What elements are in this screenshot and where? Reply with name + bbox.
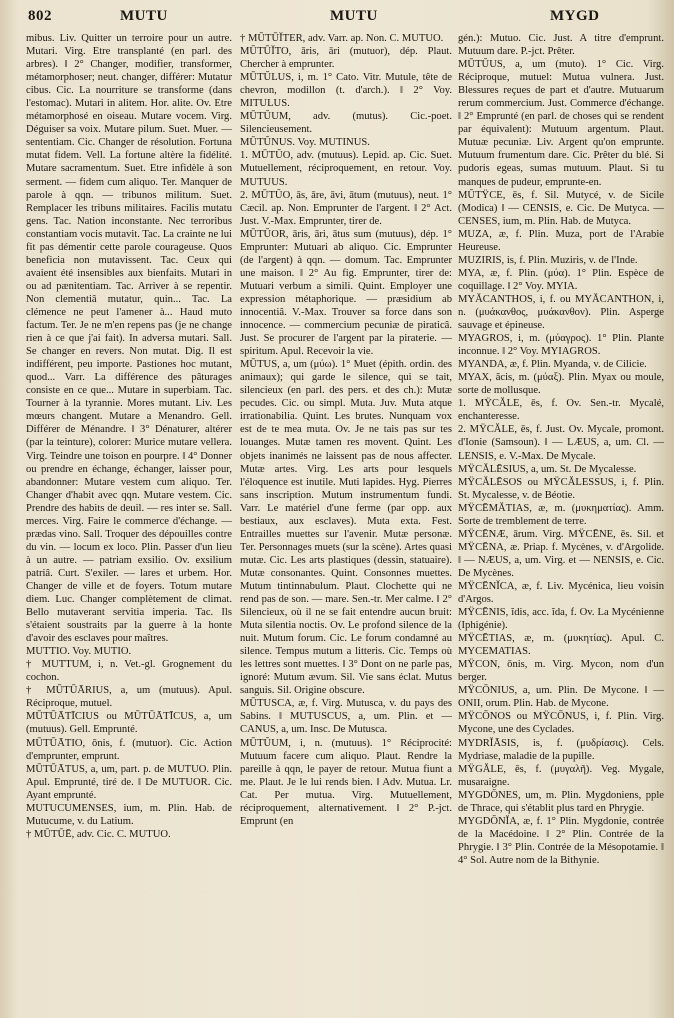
dictionary-entry: MUZA, æ, f. Plin. Muza, port de l'Arabie Heureuse. [458,228,664,253]
dictionary-entry: MYĂCANTHOS, i, f. ou MYĂCANTHON, i, n. (μυάκανθος, μυάκανθον). Plin. Asperge sauvage et épineuse. [458,293,664,332]
dictionary-entry: MUTTIO. Voy. MUTIO. [26,646,132,658]
dictionary-entry: MŪTŬUM, i, n. (mutuus). 1° Réciprocité: Mutuum facere cum aliquo. Plaut. Rendre la pareille à qqn, le payer de retour. Mutua fiunt a me. Plaut. Je le lui rends bien. ‖ Adv. Mutua. Lr. Cat. Per mutua. Virg. Mutuellement, réciproquement, alternativement. ‖ 2° P.-jct. Emprunt (en [240,737,452,827]
dictionary-entry: MŬTŸCE, ēs, f. Sil. Mutycé, v. de Sicile (Modica) ‖ — CENSIS, e. Cic. De Mutyca. — CENSES, ium, m. Plin. Hab. de Mutyca. [458,189,664,227]
dictionary-entry: MŪTŬLUS, i, m. 1° Cato. Vitr. Mutule, tête de chevron, modillon (t. d'arch.). ‖ 2° Voy. MITULUS. [240,72,452,110]
dictionary-entry: MYAGROS, i, m. (μύαγρος). 1° Plin. Plante inconnue. ‖ 2° Voy. MYIAGROS. [458,333,664,358]
dictionary-entry: MŪTŬUS, a, um (muto). 1° Cic. Virg. Réciproque, mutuel: Mutua vulnera. Just. Blessures reçues de part et d'autre. Mutuarum rerum commercium. Just. Commerce d'échange. ‖ 2° Emprunté (en parl. de choses qui se rendent par équivalent): Mutuum argentum. Plaut. Mutuæ pecuniæ. Liv. Argent qu'on emprunte. Mutuum frumentum dare. Cic. Prêter du blé. Si pudoris egeas, sumas mutuum. Plaut. Si tu manques de pudeur, emprunte-en. [458,59,664,188]
dictionary-entry: MŪTŪĀTUS, a, um, part. p. de MUTUO. Plin. Apul. Emprunté, tiré de. ‖ De MUTUOR. Cic. Ayant emprunté. [26,763,232,801]
page-header [28,8,664,28]
dictionary-entry: MŪTUS, a, um (μύω). 1° Muet (épith. ordin. des animaux); qui garde le silence, qui se tait, silencieux (en parl. des pers. et des ch.): Mutæ pecudes. Cic. ou simpl. Muta. Juv. Muta atque irrationabilia. Quint. Les brutes. Nunquam vox est de te mea muta. Ov. Je ne tais pas sur tes louanges. Mutæ tamen res movent. Quint. Les objets inanimés ne laissent pas de nous affecter. Mutæ artes. Virg. Les arts pour lesquels l'éloquence est inutile. Muti lapides. Hyg. Pierres sans inscription. Mutum instrumentum fundi. Varr. Le matériel d'une ferme (par opp. aux bestiaux, aux esclaves). Muta exta. Fest. Entrailles muettes sur l'avenir. Mutæ personæ. Ter. Personnages muets (sur la scène). Artes quasi mutæ. Cic. Les arts plastiques (dessin, statuaire). Mutæ consonantes. Quint. Consonnes muettes. Mutum tintinnabulum. Plaut. Clochette qui ne rend pas de son. — mare. Sen.-tr. Mer calme. ‖ 2° Silencieux, où il ne se fait entendre aucun bruit: Muta silentia noctis. Ov. Le profond silence de la nuit. Mutum forum. Cic. Le forum condamné au silence. Tempus mutum a litteris. Cic. Temps où les lettres sont muettes. ‖ 3° Dont on ne parle pas, ignoré: Mutum ævum. Sil. Vie sans éclat. Mutus sanguis. Sil. Origine obscure. [240,359,452,697]
dictionary-entry: 1. MŸCĂLE, ēs, f. Ov. Sen.-tr. Mycalé, enchanteresse. [458,398,664,423]
guide-word-left: MUTU [120,8,168,24]
guide-word-center: MUTU [330,8,378,24]
dictionary-entry: MŪTŬOR, āris, āri, ātus sum (mutuus), dép. 1° Emprunter: Mutuari ab aliquo. Cic. Emprunter (de l'argent) à qqn. — domum. Tac. Emprunter une maison. ‖ 2° Au fig. Emprunter, tirer de: Mutuari verbum a simili. Quint. Employer une expression métaphorique. — præsidium ab innocentiâ. V.-Max. Trouver sa force dans son innocence. — commercium pecuniæ de piraticâ. Just. Se procurer de l'argent par la piraterie. — spiritum. Apul. Recevoir la vie. [240,228,452,358]
dictionary-entry: 1. MŪTŬO, adv. (mutuus). Lepid. ap. Cic. Suet. Mutuellement, réciproquement, en retour. Voy. MUTUUS. [240,150,452,188]
column-right [458,32,664,1010]
dictionary-entry: gén.): Mutuo. Cic. Just. A titre d'emprunt. Mutuum dare. P.-jct. Prêter. [458,33,664,58]
dictionary-entry: MŸGĂLE, ēs, f. (μυγαλῆ). Veg. Mygale, musaraigne. [458,763,664,788]
dictionary-entry: MŪTUSCA, æ, f. Virg. Mutusca, v. du pays des Sabins. ‖ MUTUSCUS, a, um. Plin. et — CANUS, a, um. Insc. De Mutusca. [240,698,452,736]
dictionary-entry: MŸCĂLĒSIUS, a, um. St. De Mycalesse. [458,463,637,475]
column-left [26,32,232,1010]
dictionary-entry: MŪTŪĬTO, āris, āri (mutuor), dép. Plaut. Chercher à emprunter. [240,46,452,71]
dictionary-entry: † MUTTUM, i, n. Vet.-gl. Grognement du cochon. [26,659,232,684]
dictionary-entry: MŪTŬNUS. Voy. MUTINUS. [240,137,370,149]
dictionary-entry: MŪTŪĀTIO, ōnis, f. (mutuor). Cic. Action d'emprunter, emprunt. [26,737,232,762]
dictionary-entry: MŸCON, ōnis, m. Virg. Mycon, nom d'un berger. [458,659,664,684]
dictionary-entry: 2. MŸCĂLE, ēs, f. Just. Ov. Mycale, promont. d'Ionie (Samsoun). ‖ — LÆUS, a, um. Cl. — LENSIS, e. V.-Max. De Mycale. [458,424,664,462]
dictionary-entry: MYGDŎNES, um, m. Plin. Mygdoniens, pple de Thrace, qui s'établit plus tard en Phrygie. [458,789,664,814]
dictionary-entry: MŸCŌNOS ou MŸCŌNUS, i, f. Plin. Virg. Mycone, une des Cyclades. [458,711,664,736]
column-middle [240,32,452,1010]
dictionary-entry: 2. MŪTŬO, ās, āre, āvi, ātum (mutuus), neut. 1° Cæcil. ap. Non. Emprunter de l'argent. ‖ 2° Act. Just. V.-Max. Emprunter, tirer de. [240,189,452,227]
dictionary-entry: MŸCĒNÆ, ārum. Virg. MŸCĒNE, ēs. Sil. et MŸCĒNA, æ. Priap. f. Mycènes, v. d'Argolide. ‖ — NÆUS, a, um. Virg. et — NENSIS, e. Cic. De Mycènes. [458,528,664,579]
dictionary-entry: MYGDŎNĬA, æ, f. 1° Plin. Mygdonie, contrée de la Macédoine. ‖ 2° Plin. Contrée de la Phrygie. ‖ 3° Plin. Contrée de la Mésopotamie. ‖ 4° Sol. Autre nom de la Bithynie. [458,815,664,866]
guide-word-right: MYGD [550,8,600,24]
dictionary-entry: † MŪTŪĀRIUS, a, um (mutuus). Apul. Réciproque, mutuel. [26,685,232,710]
dictionary-entry: MŸCĒNIS, ĭdis, acc. ĭda, f. Ov. La Mycénienne (Iphigénie). [458,607,664,632]
dictionary-entry: † MŪTŪĒ, adv. Cic. C. MUTUO. [26,828,171,840]
dictionary-entry: MUZIRIS, is, f. Plin. Muziris, v. de l'Inde. [458,254,638,266]
dictionary-entry: MYDRĬĀSIS, is, f. (μυδρίασις). Cels. Mydriase, maladie de la pupille. [458,737,664,762]
dictionary-entry: MYAX, ăcis, m. (μύαξ). Plin. Myax ou moule, sorte de mollusque. [458,372,664,397]
dictionary-entry: mibus. Liv. Quitter un terroire pour un autre. Mutari. Virg. Etre transplanté (en parl. des arbres). ‖ 2° Changer, modifier, transformer, métamorphoser; neut. changer, différer: Mutatur cibus. Cic. La nourriture se transforme (dans l'estomac). Mutari in alitem. Hor. alite. Ov. Etre métamorphosé en oiseau. Mutare vocem. Virg. Déguiser sa voix. Mutare pilum. Suet. Muer. — sententiam. Cic. Changer de résolution. Fortuna mutat fidem. Vell. La fortune altère la fidélité. Mutare sacramentum. Suet. Etre infidèle à son serment. — fidem cum aliquo. Ter. Manquer de parole à qqn. — tribunos militum. Suet. Remplacer les tribuns militaires. Facilis mutatu gens. Tac. Nation inconstante. Nec terroribus constantiam vocis mutavit. Tac. La crainte ne lui fit pas démentir cette parole courageuse. Quos beneficia non mutavissent. Tac. Ceux qui avaient été insensibles aux bienfaits. Mutari in ou ad pænitentiam. Tac. Arriver à se repentir. Non clementiâ mutatur, quin... Tac. La clémence ne peut l'amener à... Haud muto factum. Ter. Je ne m'en repens pas (je ne change rien à ce que j'ai fait). In adversa mutari. Sall. Se changer en revers. Non mutat. Dig. Il est indifférent, peu importe. Pastiones hoc mutant, quod... Varr. La différence des pâturages consiste en ce que... Mutare in superbiam. Tac. Tourner à la tyrannie. Mores mutant. Liv. Les mœurs changent. Mutare a Menandro. Gell. Différer de Ménandre. ‖ 3° Dénaturer, altérer (par la teinture), colorer: Murice mutare vellera. Virg. Teindre une toison en pourpre. ‖ 4° Donner ou prendre en échange, échanger, laisser pour, abandonner: Mutare vestem cum aliquo. Ter. Changer d'habit avec qqn. Mutare vestem. Cic. Prendre des habits de deuil. — res inter se. Sall. merces. Virg. Faire le commerce d'échange. — prædas vino. Sall. Troquer des dépouilles contre du vin. — locum ex loco. Plin. Passer d'un lieu à un autre. — patriam exsilio. Ov. exsilium patriâ. Curt. S'exiler. — lares et urbem. Hor. Changer de ville et de foyers. Totum mutare diem. Luc. Changer complètement de climat. Bello mutaverant servitia imperia. Tac. Ils s'étaient soustraits par la guerre à la honte d'avoir des esclaves pour maîtres. [26,33,232,645]
dictionary-entry: MŸCĒTIAS, æ, m. (μυκητίας). Apul. C. MYCEMATIAS. [458,633,664,658]
dictionary-entry: MŸCĂLĒSOS ou MŸCĂLESSUS, i, f. Plin. St. Mycalesse, v. de Béotie. [458,476,664,501]
dictionary-entry: MŪTŬUM, adv. (mutus). Cic.-poet. Silencieusement. [240,111,452,136]
dictionary-entry: MYA, æ, f. Plin. (μύα). 1° Plin. Espèce de coquillage. ‖ 2° Voy. MYIA. [458,267,664,292]
dictionary-entry: MŸCĒMĂTIAS, æ, m. (μυκηματίας). Amm. Sorte de tremblement de terre. [458,502,664,527]
dictionary-entry: MUTUCUMENSES, ium, m. Plin. Hab. de Mutucume, v. du Latium. [26,802,232,827]
dictionary-entry: MŸCŌNIUS, a, um. Plin. De Mycone. ‖ — ONII, orum. Plin. Hab. de Mycone. [458,685,664,710]
page-number: 802 [28,8,52,24]
dictionary-entry: † MŪTŪĬTER, adv. Varr. ap. Non. C. MUTUO. [240,33,444,44]
dictionary-entry: MŸCĒNĬCA, æ, f. Liv. Mycénica, lieu voisin d'Argos. [458,580,664,606]
dictionary-entry: MŪTŪĀTĪCIUS ou MŪTŪĀTĪCUS, a, um (mutuus). Gell. Emprunté. [26,711,232,736]
dictionary-entry: MYANDA, æ, f. Plin. Myanda, v. de Cilicie. [458,359,647,371]
